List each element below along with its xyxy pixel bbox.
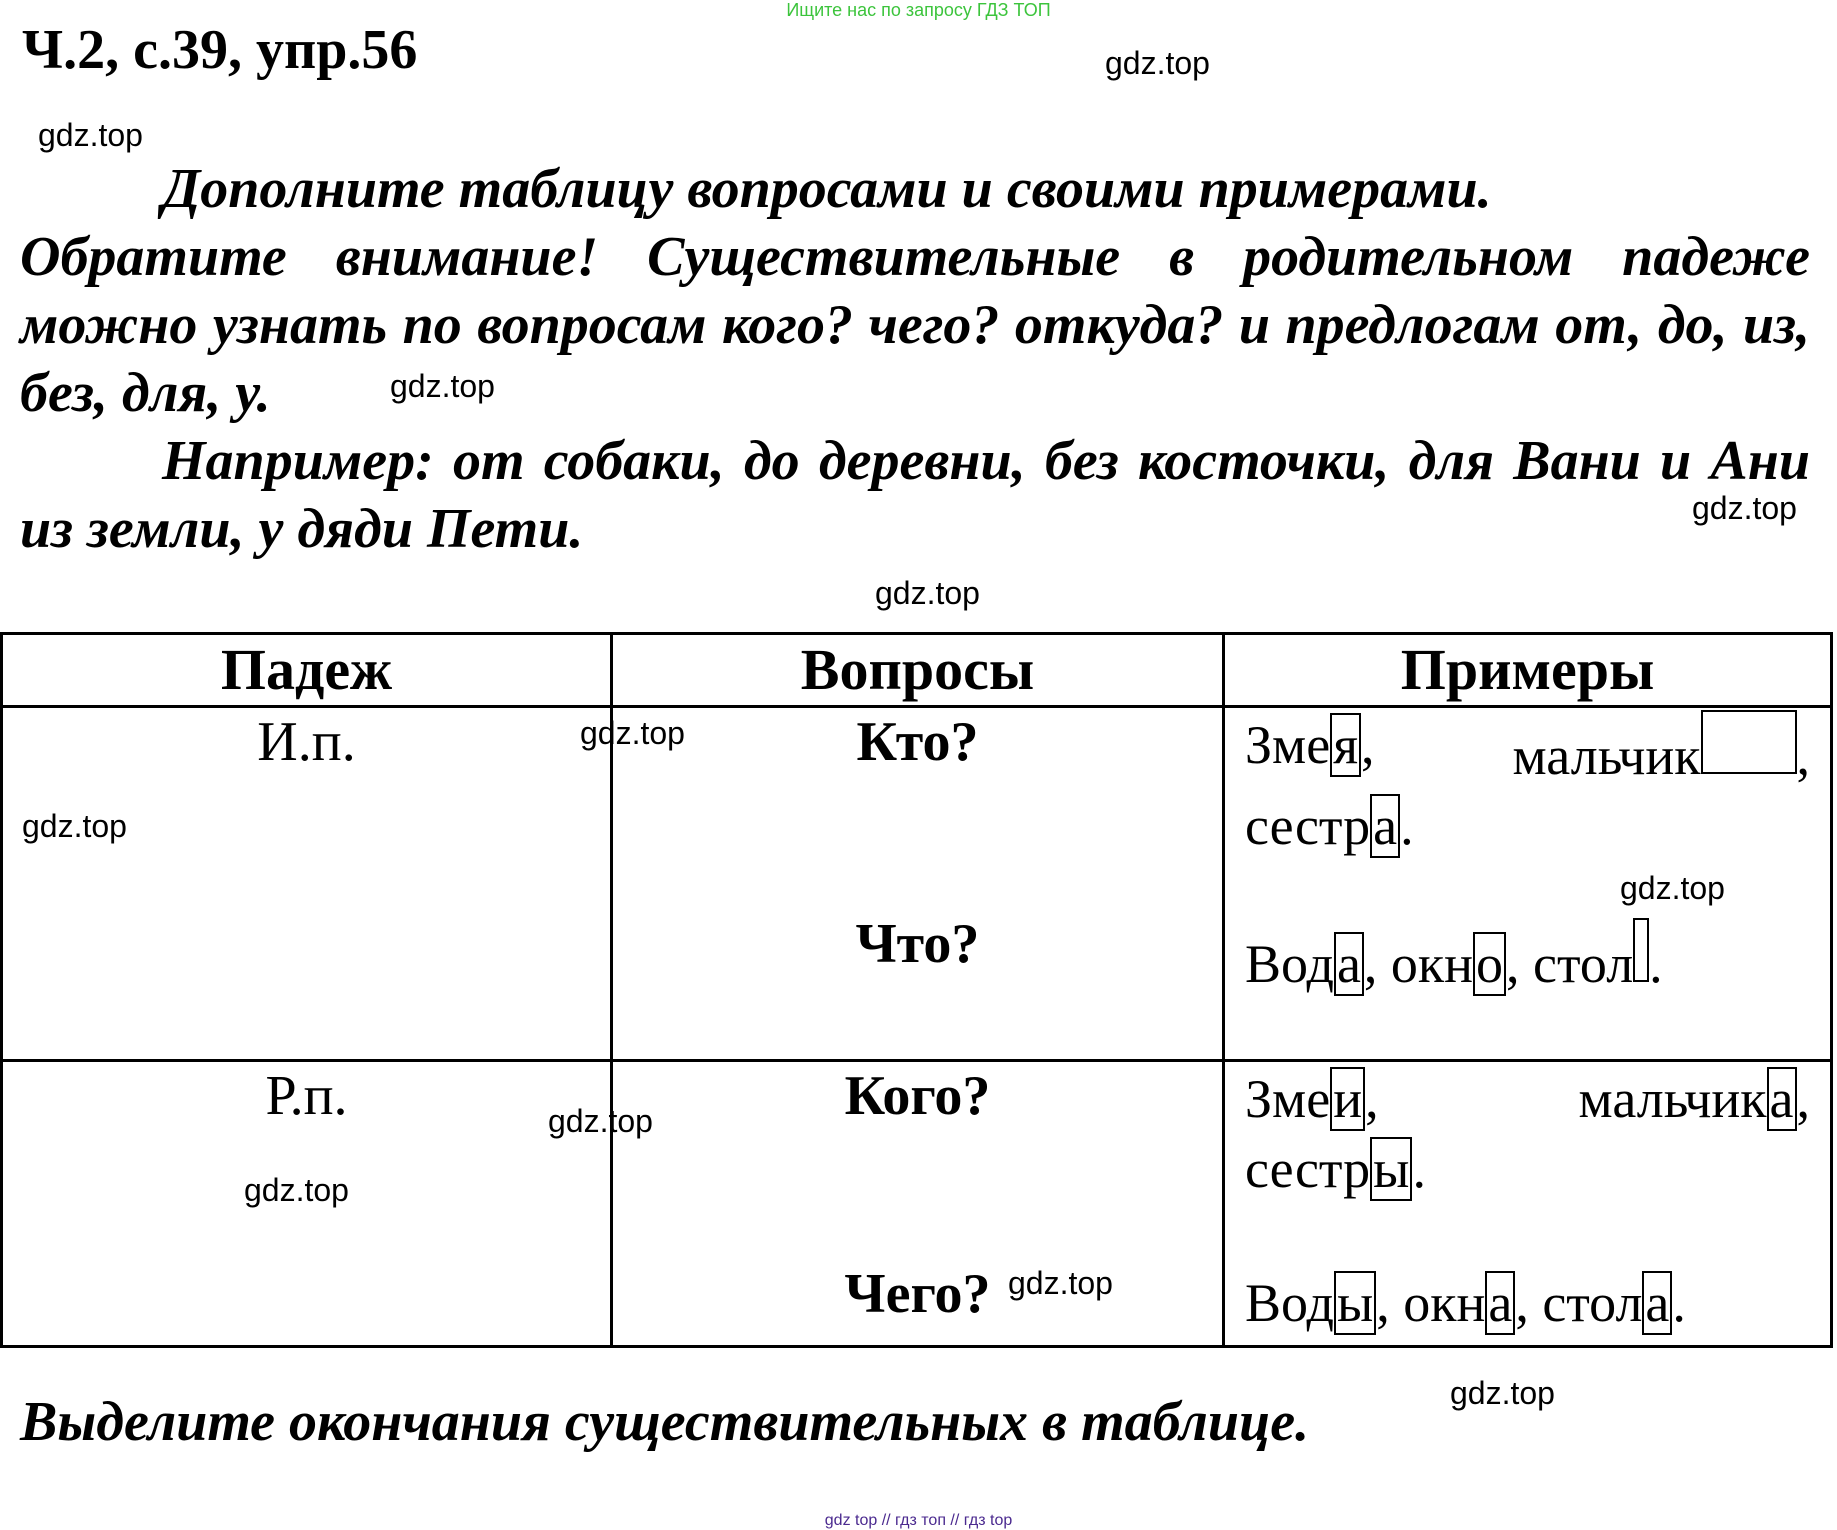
examples-cell [1224,707,1832,1061]
table-row [2,707,1832,1061]
example-word: Змея, [1245,715,1375,775]
ending-box: о [1473,932,1506,996]
ending-box [1701,710,1797,774]
header-questions: Вопросы [612,634,1224,707]
header-case: Падеж [2,634,612,707]
example-block: Вода, окно, стол . [1245,918,1810,999]
watermark: gdz.top [38,117,143,153]
watermark: gdz.top [1008,1265,1113,1301]
example-word: мальчик , [1513,710,1811,791]
ending-box: а [1370,794,1400,858]
example-block [1245,710,1810,861]
exercise-title: Ч.2, с.39, упр.56 [22,19,418,81]
question: Чего? [844,1263,991,1325]
ending-box: а [1642,1271,1672,1335]
ending-box: и [1330,1067,1365,1131]
example-word: сестры. [1245,1139,1426,1199]
example-block [1245,1064,1810,1204]
ending-box: ы [1370,1137,1412,1201]
task-line-2: Обратите внимание! Существительные в родительном падеже можно узнать по вопросам кого? чего? откуда? и предлогам от, до, из, без, для, у. [20,226,1810,424]
watermark: gdz.top [580,715,685,751]
watermark: gdz.top [244,1172,349,1208]
ending-box: а [1334,932,1364,996]
examples-cell [1224,1061,1832,1347]
ending-box: а [1767,1067,1797,1131]
question: Кого? [844,1065,991,1127]
watermark: gdz.top [548,1103,653,1139]
example-word: сестра. [1245,796,1414,856]
watermark: gdz.top [22,808,127,844]
footer-task: Выделите окончания существительных в таблице. [20,1391,1310,1453]
questions-cell [612,1061,1224,1347]
example-word: Змеи, [1245,1069,1379,1129]
example-word: мальчика, [1578,1069,1810,1129]
question: Что? [855,913,980,975]
table-header-row [2,634,1832,707]
case-label: Р.п. [265,1065,348,1127]
task-line-1: Дополните таблицу вопросами и своими примерами. [162,158,1492,220]
header-examples: Примеры [1224,634,1832,707]
watermark: gdz.top [875,575,980,611]
watermark: gdz.top [1692,490,1797,526]
case-cell [2,707,612,1061]
case-label: И.п. [257,711,356,773]
ending-box: я [1330,713,1361,777]
question: Кто? [856,711,979,773]
watermark: gdz.top [1105,45,1210,81]
cases-table [0,632,1833,1348]
watermark: gdz.top [1620,870,1725,906]
questions-cell [612,707,1224,1061]
task-line-3: Например: от собаки, до деревни, без косточки, для Вани и Ани из земли, у дяди Пети. [20,430,1810,560]
top-banner: Ищите нас по запросу ГДЗ ТОП [786,0,1051,20]
watermark: gdz.top [1450,1375,1555,1411]
ending-box [1633,918,1649,982]
ending-box: а [1485,1271,1515,1335]
footer-credits: gdz top // гдз топ // гдз top [824,1512,1013,1529]
example-block: Воды, окна, стола. [1245,1273,1686,1333]
ending-box: ы [1334,1271,1376,1335]
watermark: gdz.top [390,368,495,404]
task-text [20,155,1810,563]
